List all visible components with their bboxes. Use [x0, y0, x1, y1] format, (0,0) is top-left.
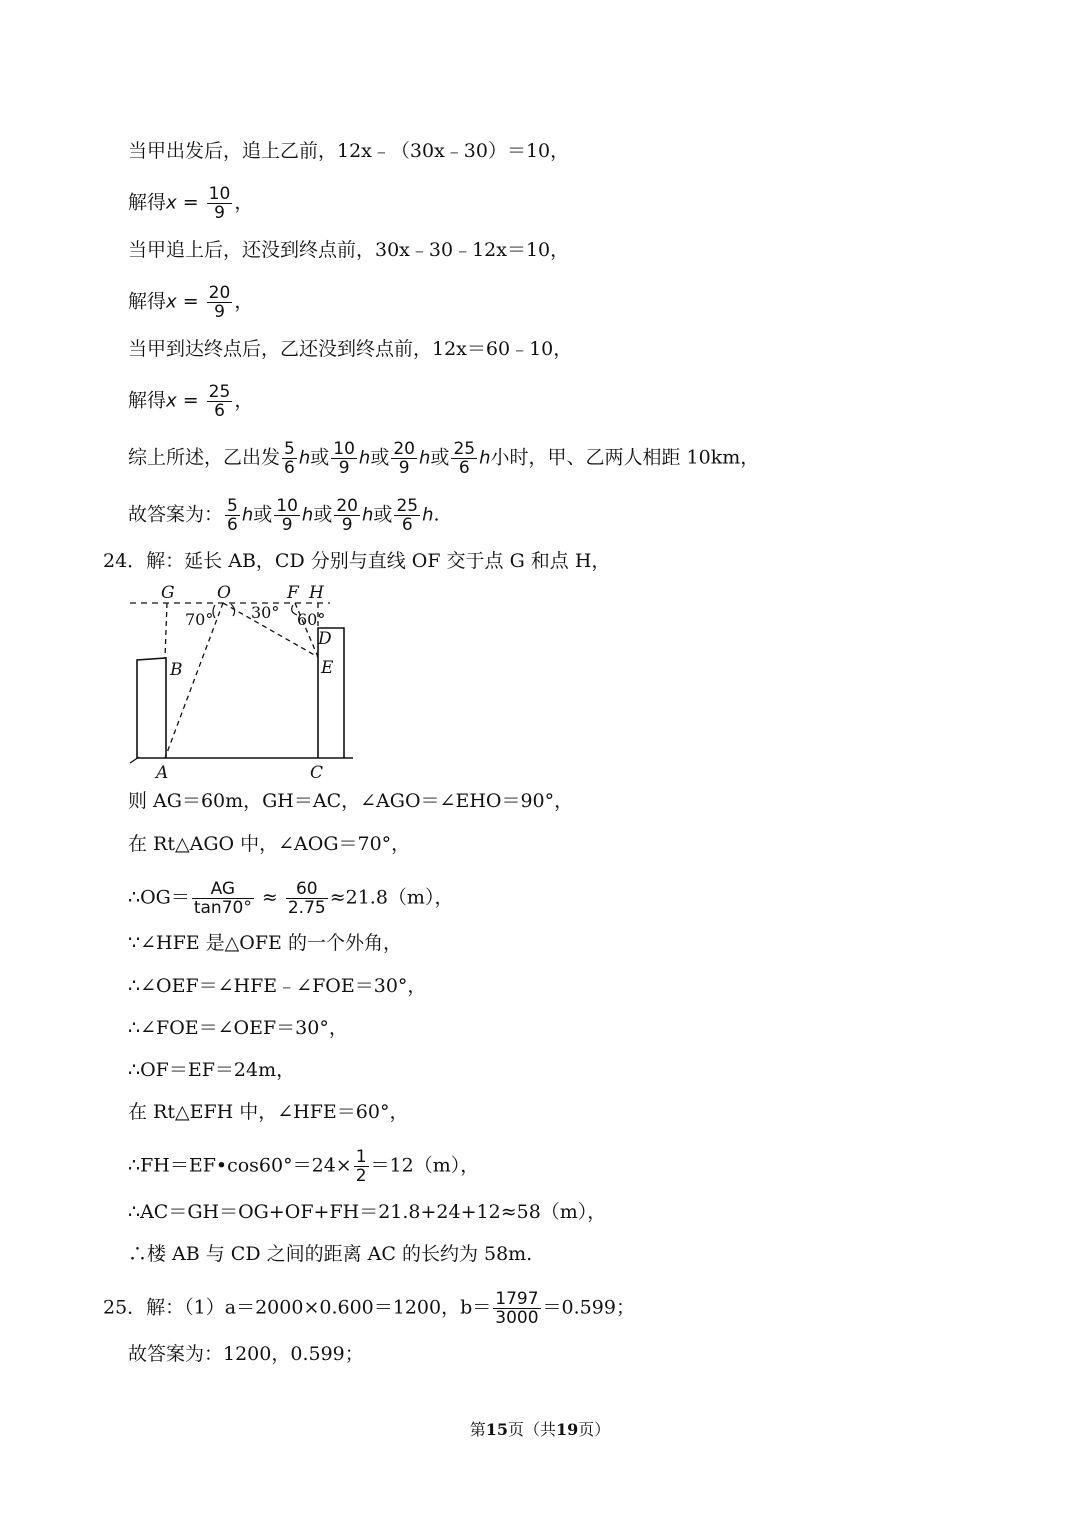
equals: = — [176, 389, 205, 412]
variable: x — [166, 390, 177, 412]
denominator: 6 — [214, 401, 225, 421]
label-E: E — [321, 658, 334, 678]
or-word: 或 — [253, 503, 273, 526]
total-pages: 19 — [556, 1420, 579, 1439]
denominator: 2.75 — [287, 898, 326, 918]
fraction-1 — [282, 440, 297, 477]
step-line-4 — [128, 930, 402, 956]
label-F: F — [287, 583, 299, 603]
or-word: 或 — [370, 446, 390, 469]
line-suffix: ， — [234, 389, 254, 412]
line-suffix: ， — [234, 191, 254, 214]
fraction-4 — [394, 497, 420, 534]
fraction — [207, 383, 233, 420]
line-text: 故答案为：1200，0.599； — [128, 1343, 364, 1365]
line-text: 在 Rt△AGO 中，∠AOG＝70°， — [128, 833, 411, 855]
step-line-5 — [128, 973, 426, 999]
line-text: 则 AG＝60m，GH＝AC，∠AGO＝∠EHO＝90°， — [128, 790, 574, 812]
step-line-11 — [128, 1241, 532, 1267]
denominator: 6 — [284, 458, 295, 478]
line-text: 24．解：延长 AB，CD 分别与直线 OF 交于点 G 和点 H， — [103, 550, 611, 572]
step-line-6 — [128, 1015, 348, 1041]
footer-mid: 页（共 — [507, 1420, 556, 1439]
solution-line-3 — [128, 237, 569, 263]
numerator: 25 — [453, 439, 476, 459]
line-prefix: 综上所述，乙出发 — [128, 446, 281, 469]
line-suffix: ＝12（m）， — [370, 1154, 480, 1177]
step-line-10 — [128, 1199, 606, 1225]
current-page: 15 — [485, 1420, 508, 1439]
angle-label-30: 30° — [251, 603, 280, 622]
line-prefix: 解得 — [128, 191, 167, 214]
geometry-figure — [125, 582, 365, 782]
label-D: D — [318, 629, 332, 649]
building-AB — [137, 658, 166, 758]
variable: x — [166, 192, 177, 214]
question-24-heading — [103, 548, 610, 574]
solution-line-8 — [128, 497, 440, 534]
label-B: B — [170, 660, 183, 680]
step-line-7 — [128, 1057, 295, 1083]
denominator: 9 — [398, 458, 410, 478]
line-end: . — [433, 503, 440, 526]
fraction — [207, 185, 233, 222]
numerator: 20 — [336, 496, 358, 516]
fraction-one-half — [354, 1148, 369, 1185]
step-line-1 — [128, 788, 573, 814]
step-line-8 — [128, 1099, 408, 1125]
numerator: 10 — [333, 439, 355, 459]
footer-post: 页） — [578, 1420, 611, 1439]
line-text: ∴AC＝GH＝OG+OF+FH＝21.8+24+12≈58（m）， — [128, 1201, 607, 1223]
label-G: G — [161, 583, 175, 603]
denominator: 6 — [458, 458, 470, 478]
unit: h — [298, 447, 311, 469]
page-footer — [0, 1417, 1080, 1440]
denominator: tan70° — [193, 898, 252, 918]
denominator: 9 — [214, 302, 225, 322]
unit: h — [358, 447, 371, 469]
footer-pre: 第 — [469, 1420, 486, 1439]
unit: h — [301, 504, 314, 526]
label-A: A — [156, 763, 169, 782]
label-C: C — [310, 763, 324, 782]
unit: h — [241, 504, 254, 526]
unit: h — [479, 447, 491, 469]
numerator: 25 — [396, 496, 419, 516]
fraction-AG-tan70 — [192, 880, 254, 917]
angle-label-60: 60° — [297, 610, 326, 629]
unit: h — [419, 447, 431, 469]
solution-line-5 — [128, 336, 572, 362]
angle-arc-30 — [231, 604, 235, 616]
line-prefix: ∴FH＝EF•cos60°＝24× — [128, 1154, 352, 1177]
numerator: 1797 — [495, 1289, 539, 1309]
numerator: 20 — [208, 283, 231, 303]
step-line-12 — [128, 1341, 364, 1367]
numerator: 10 — [208, 184, 231, 204]
fraction-3 — [391, 440, 417, 477]
numerator: 5 — [284, 439, 295, 459]
step-line-9 — [128, 1148, 479, 1185]
line-text: 当甲追上后，还没到终点前，30x﹣30﹣12x＝10， — [128, 239, 570, 261]
line-prefix: ∴OG＝ — [128, 886, 190, 909]
denominator: 2 — [355, 1166, 367, 1186]
question-25-heading — [103, 1290, 635, 1327]
solution-line-6 — [128, 383, 253, 420]
numerator: 60 — [286, 880, 328, 899]
denominator: 6 — [227, 515, 238, 535]
label-H: H — [309, 583, 324, 603]
fraction-60-2.75 — [286, 880, 328, 917]
numerator: 10 — [276, 496, 298, 516]
denominator: 6 — [401, 515, 413, 535]
line-prefix: 解得 — [128, 389, 167, 412]
or-word: 或 — [430, 446, 450, 469]
line-text: 在 Rt△EFH 中，∠HFE＝60°， — [128, 1101, 409, 1123]
or-word: 或 — [313, 503, 333, 526]
fraction — [207, 284, 233, 321]
denominator: 9 — [214, 203, 225, 223]
numerator: 20 — [393, 439, 415, 459]
line-text: 当甲出发后，追上乙前，12x﹣（30x﹣30）＝10， — [128, 140, 570, 162]
fraction-1797-3000 — [493, 1290, 540, 1327]
label-O: O — [217, 583, 231, 603]
step-line-2 — [128, 831, 410, 857]
angle-label-70: 70° — [185, 610, 214, 629]
line-GB — [165, 603, 167, 658]
denominator: 9 — [338, 458, 350, 478]
equals: = — [176, 191, 205, 214]
line-text: ∴OF＝EF＝24m， — [128, 1059, 296, 1081]
denominator: 9 — [281, 515, 293, 535]
step-line-3 — [128, 880, 453, 917]
solution-line-2 — [128, 185, 253, 222]
line-text: ∴∠OEF＝∠HFE﹣∠FOE＝30°， — [128, 975, 427, 997]
numerator: 1 — [355, 1147, 367, 1167]
line-suffix: 小时，甲、乙两人相距 10km， — [490, 446, 760, 469]
fraction-4 — [451, 440, 477, 477]
fraction-2 — [274, 497, 300, 534]
unit: h — [422, 504, 434, 526]
or-word: 或 — [310, 446, 330, 469]
solution-line-7 — [128, 440, 759, 477]
approx-sign: ≈ — [255, 886, 284, 909]
ground-hatch — [130, 757, 139, 763]
line-suffix: ， — [234, 290, 254, 313]
solution-line-1 — [128, 138, 569, 164]
or-word: 或 — [373, 503, 393, 526]
numerator: AG — [192, 880, 254, 899]
fraction-1 — [225, 497, 240, 534]
line-prefix: 故答案为： — [128, 503, 224, 526]
line-prefix: 解得 — [128, 290, 167, 313]
numerator: 5 — [227, 496, 238, 516]
line-suffix: ＝0.599； — [542, 1296, 635, 1319]
line-text: ∵∠HFE 是△OFE 的一个外角， — [128, 932, 402, 954]
line-suffix: ≈21.8（m）， — [329, 886, 454, 909]
line-prefix: 25．解：（1）a＝2000×0.600＝1200，b＝ — [103, 1296, 492, 1319]
line-text: ∴∠FOE＝∠OEF＝30°， — [128, 1017, 348, 1039]
fraction-2 — [331, 440, 357, 477]
unit: h — [362, 504, 374, 526]
equals: = — [176, 290, 205, 313]
line-text: ∴楼 AB 与 CD 之间的距离 AC 的长约为 58m. — [128, 1243, 533, 1265]
numerator: 25 — [208, 382, 231, 402]
denominator: 3000 — [495, 1308, 539, 1328]
solution-line-4 — [128, 284, 253, 321]
fraction-3 — [334, 497, 360, 534]
variable: x — [166, 291, 177, 313]
line-text: 当甲到达终点后，乙还没到终点前，12x＝60﹣10， — [128, 338, 573, 360]
denominator: 9 — [341, 515, 353, 535]
